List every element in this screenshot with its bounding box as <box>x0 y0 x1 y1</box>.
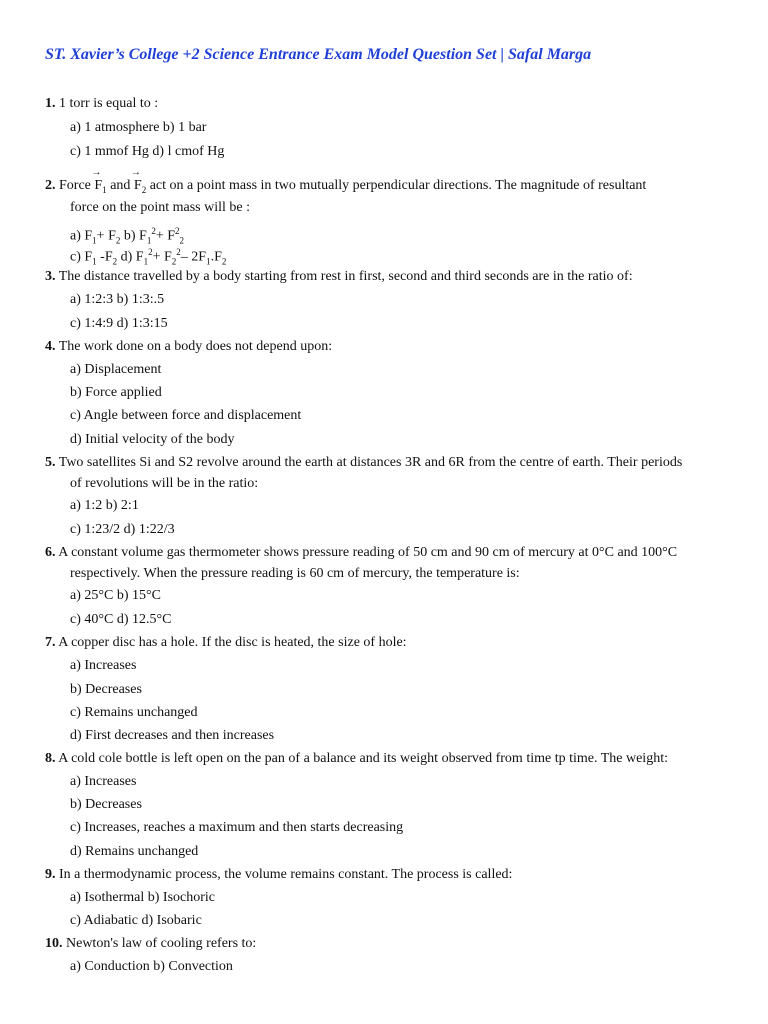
option-line: a) Conduction b) Convection <box>70 959 233 974</box>
option-line: a) Isothermal b) Isochoric <box>70 890 215 905</box>
question-10 <box>45 936 256 952</box>
option-line: c) $F_1$ $-F_2$ d) $F_1^2+ F_2^2-$ $2F_1.F_2$ <box>70 247 227 267</box>
option-line: b) Force applied <box>70 385 162 400</box>
question-4 <box>45 339 332 355</box>
option-line: c) 1:23/2 d) 1:22/3 <box>70 522 175 537</box>
option-line: a) 1:2 b) 2:1 <box>70 498 139 513</box>
question-text: A constant volume gas thermometer shows pressure reading of 50 cm and 90 cm of mercury at 0°C and 100°C <box>58 545 678 560</box>
option-line: c) 40°C d) 12.5°C <box>70 612 172 627</box>
question-continuation: respectively. When the pressure reading is 60 cm of mercury, the temperature is: <box>70 566 520 581</box>
question-text: In a thermodynamic process, the volume remains constant. The process is called: <box>59 867 513 882</box>
question-number: 3. <box>45 269 56 284</box>
question-number: 8. <box>45 751 56 766</box>
option-line: a) 25°C b) 15°C <box>70 588 161 603</box>
question-number: 4. <box>45 339 56 354</box>
option-line: c) Adiabatic d) Isobaric <box>70 913 202 928</box>
page-title: ST. Xavier’s College +2 Science Entrance Exam Model Question Set | Safal Marga <box>45 46 592 63</box>
question-text: 1 torr is equal to : <box>59 96 159 111</box>
vector-arrow-icon: → <box>130 167 141 178</box>
question-2 <box>45 167 647 195</box>
option-line: c) 1:4:9 d) 1:3:15 <box>70 316 168 331</box>
question-7 <box>45 635 407 651</box>
option-line: a) $F_1+ F_2$ b) $F_1^2+ F^2_2$ <box>70 226 184 246</box>
option-line: b) Decreases <box>70 682 142 697</box>
question-number: 1. <box>45 96 56 111</box>
question-continuation: of revolutions will be in the ratio: <box>70 476 259 491</box>
question-text: The distance travelled by a body starting from rest in first, second and third seconds are in the ratio of: <box>58 269 633 284</box>
question-text: A cold cole bottle is left open on the pan of a balance and its weight observed from time tp time. The weight: <box>58 751 668 766</box>
question-6 <box>45 545 677 561</box>
option-line: b) Decreases <box>70 797 142 812</box>
question-text: act on a point mass in two mutually perpendicular directions. The magnitude of resultant <box>149 178 647 193</box>
question-9 <box>45 867 512 883</box>
option-line: a) 1 atmosphere b) 1 bar <box>70 120 207 135</box>
option-line: a) 1:2:3 b) 1:3:.5 <box>70 292 165 307</box>
vector-arrow-icon: → <box>91 167 102 178</box>
question-1 <box>45 96 158 112</box>
option-line: c) 1 mmof Hg d) l cmof Hg <box>70 144 225 159</box>
question-number: 7. <box>45 635 56 650</box>
option-line: a) Increases <box>70 774 137 789</box>
option-line: a) Increases <box>70 658 137 673</box>
question-8 <box>45 751 668 767</box>
vector-f1: → $F_1$ <box>91 167 107 195</box>
option-line: c) Remains unchanged <box>70 705 198 720</box>
question-text: Newton's law of cooling refers to: <box>66 936 257 951</box>
force-label: Force <box>59 178 91 193</box>
question-number: 9. <box>45 867 56 882</box>
and-label: and <box>110 178 131 193</box>
option-line: d) Initial velocity of the body <box>70 432 235 447</box>
question-number: 6. <box>45 545 56 560</box>
question-text: A copper disc has a hole. If the disc is heated, the size of hole: <box>58 635 407 650</box>
question-5 <box>45 455 682 471</box>
question-number: 5. <box>45 455 56 470</box>
question-number: 2. <box>45 178 56 193</box>
option-line: c) Increases, reaches a maximum and then starts decreasing <box>70 820 404 835</box>
option-line: a) Displacement <box>70 362 162 377</box>
vector-f2: → $F_2$ <box>130 167 147 195</box>
question-number: 10. <box>45 936 63 951</box>
question-text: Two satellites Si and S2 revolve around the earth at distances 3R and 6R from the centre of earth. Their periods <box>58 455 683 470</box>
question-text: The work done on a body does not depend upon: <box>58 339 333 354</box>
question-3 <box>45 269 633 285</box>
option-line: c) Angle between force and displacement <box>70 408 302 423</box>
option-line: d) First decreases and then increases <box>70 728 275 743</box>
question-continuation: force on the point mass will be : <box>70 200 251 215</box>
option-line: d) Remains unchanged <box>70 844 199 859</box>
